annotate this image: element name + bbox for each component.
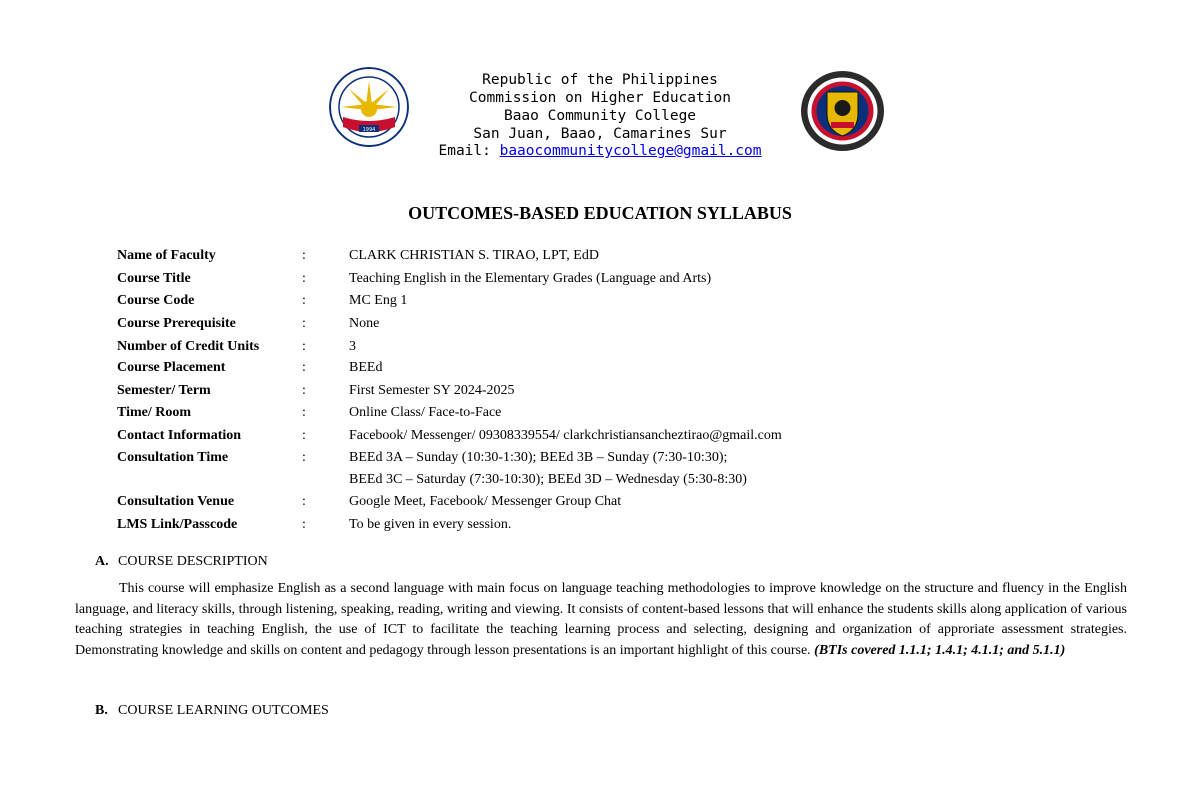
college-name: Baao Community College	[503, 108, 697, 124]
info-value: Google Meet, Facebook/ Messenger Group Chat	[349, 494, 622, 509]
info-value: BEEd	[349, 360, 383, 375]
info-colon: :	[302, 339, 306, 354]
btis-covered: (BTIs covered 1.1.1; 1.4.1; 4.1.1; and 5.1.1)	[814, 642, 1066, 658]
info-value: To be given in every session.	[349, 517, 512, 532]
info-label: Contact Information	[117, 428, 242, 443]
info-label: Course Placement	[117, 360, 226, 375]
section-title: COURSE DESCRIPTION	[118, 554, 268, 569]
document-title: OUTCOMES-BASED EDUCATION SYLLABUS	[408, 203, 792, 223]
info-label: Time/ Room	[117, 405, 192, 420]
info-colon: :	[302, 383, 306, 398]
info-label: Course Code	[117, 293, 195, 308]
info-colon: :	[302, 293, 306, 308]
info-value: 3	[349, 339, 356, 354]
info-colon: :	[302, 450, 306, 465]
info-colon: :	[302, 517, 306, 532]
info-colon: :	[302, 360, 306, 375]
info-value: MC Eng 1	[349, 293, 408, 308]
email-line	[330, 143, 870, 161]
description-text: This course will emphasize English as a second language with main focus on language teaching methodologies to improve knowledge on the structure and fluency in the English language, and literacy skills, through listening, speaking, reading, writing and viewing. It consists of content-based lessons that will enhance the students skills along application of various teaching strategies in teaching English, the use of ICT to facilitate the teaching learning process and selecting, designing and organization of approriate assessment strategies. Demonstrating knowledge and skills on content and pedagogy through lesson presentations is an important highlight of this course.	[75, 581, 1127, 658]
info-colon: :	[302, 428, 306, 443]
info-value: Online Class/ Face-to-Face	[349, 405, 502, 420]
section-number: A.	[95, 554, 109, 569]
svg-text:1994: 1994	[362, 127, 376, 133]
info-label: Number of Credit Units	[117, 339, 260, 354]
info-colon: :	[302, 405, 306, 420]
info-label: Semester/ Term	[117, 383, 211, 398]
section-title: COURSE LEARNING OUTCOMES	[118, 703, 329, 718]
info-label: Course Prerequisite	[117, 316, 236, 331]
section-a-heading	[95, 553, 268, 570]
course-description	[75, 579, 1127, 661]
info-value: Teaching English in the Elementary Grades (Language and Arts)	[349, 271, 712, 286]
info-value: CLARK CHRISTIAN S. TIRAO, LPT, EdD	[349, 248, 599, 263]
info-colon: :	[302, 271, 306, 286]
section-number: B.	[95, 703, 108, 718]
commission-line: Commission on Higher Education	[469, 90, 731, 106]
info-label: Name of Faculty	[117, 248, 216, 263]
address-line: San Juan, Baao, Camarines Sur	[473, 126, 727, 142]
info-value: Facebook/ Messenger/ 09308339554/ clarkchristiansancheztirao@gmail.com	[349, 428, 782, 443]
republic-line: Republic of the Philippines	[482, 72, 718, 88]
info-value: BEEd 3A – Sunday (10:30-1:30); BEEd 3B – Sunday (7:30-10:30);	[349, 450, 728, 465]
info-label: Consultation Venue	[117, 494, 235, 509]
info-colon: :	[302, 316, 306, 331]
email-link[interactable]: baaocommunitycollege@gmail.com	[499, 143, 762, 159]
info-colon: :	[302, 494, 306, 509]
info-value: BEEd 3C – Saturday (7:30-10:30); BEEd 3D – Wednesday (5:30-8:30)	[349, 472, 747, 487]
info-label: LMS Link/Passcode	[117, 517, 238, 532]
info-label: Consultation Time	[117, 450, 229, 465]
email-label: Email:	[438, 143, 500, 159]
info-value: First Semester SY 2024-2025	[349, 383, 515, 398]
info-colon: :	[302, 248, 306, 263]
info-label: Course Title	[117, 271, 191, 286]
info-value: None	[349, 316, 380, 331]
section-b-heading	[95, 702, 329, 719]
